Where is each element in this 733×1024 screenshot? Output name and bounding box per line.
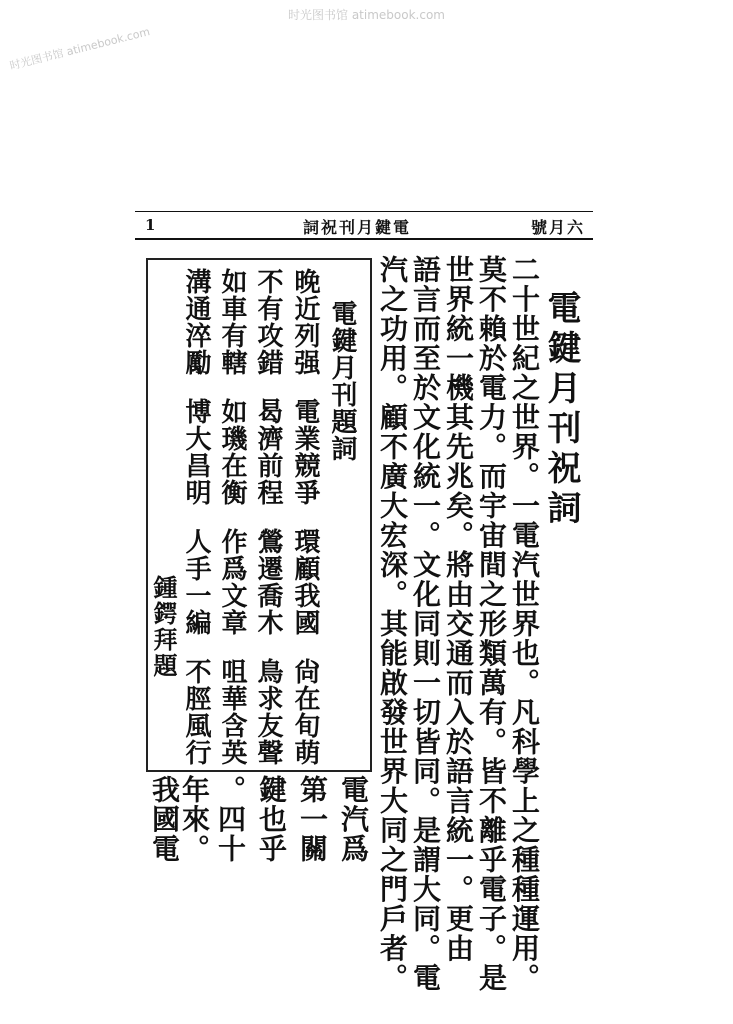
watermark-top: 时光图书馆 atimebook.com: [288, 8, 445, 22]
running-header: [135, 212, 593, 236]
poem-line-3: [219, 268, 245, 766]
poem-heading: 電鍵月刊題詞: [327, 300, 357, 462]
poem-line-2: [255, 268, 281, 766]
poem-phrase: 博大昌明: [181, 398, 211, 506]
article-column-2: 莫不賴於電力。而宇宙間之形類萬有。皆不離乎電子。是: [475, 255, 508, 993]
header-rule: [135, 238, 593, 240]
poem-signature: 鍾鍔拜題: [149, 575, 178, 679]
poem-phrase: 咀華含英: [217, 658, 247, 766]
poem-phrase: 如車有轄: [217, 268, 247, 376]
poem-phrase: 晚近列强: [290, 268, 320, 376]
article-column-5: 汽之功用。顧不廣大宏深。其能啟發世界大同之門戶者。: [376, 255, 409, 993]
poem-phrase: 環顧我國: [290, 528, 320, 636]
poem-line-1: [292, 268, 318, 766]
poem-phrase: 鶯遷喬木: [253, 528, 283, 636]
issue-label: 六月號: [530, 218, 585, 237]
article-column-3: 世界統一機其先兆矣。將由交通而入於語言統一。更由: [442, 255, 475, 963]
article-column-10: 年來。: [178, 775, 211, 864]
poem-phrase: 不脛風行: [181, 658, 211, 766]
poem-phrase: 人手一編: [181, 528, 211, 636]
running-title: 電鍵月刊祝詞: [303, 218, 412, 237]
article-column-9: 。四十: [214, 775, 247, 864]
poem-phrase: 如璣在衡: [217, 398, 247, 506]
poem-phrase: 尙在旬萌: [290, 658, 320, 766]
article-title: 電鍵月刊祝詞: [541, 290, 581, 530]
poem-phrase: 電業競爭: [290, 398, 320, 506]
article-column-8: 鍵也乎: [255, 775, 288, 864]
watermark-side: 时光图书馆 atimebook.com: [8, 25, 152, 73]
article-column-7: 第一關: [296, 775, 329, 864]
poem-phrase: 溝通淬勵: [181, 268, 211, 376]
poem-phrase: 鳥求友聲: [253, 658, 283, 766]
article-column-4: 語言而至於文化統一。文化同則一切皆同。是謂大同。電: [409, 255, 442, 993]
poem-line-4: [183, 268, 209, 766]
poem-phrase: 不有攻錯: [253, 268, 283, 376]
article-column-11: 我國電: [148, 775, 181, 864]
article-column-1: 二十世紀之世界。一電汽世界也。凡科學上之種種運用。: [508, 255, 541, 993]
poem-phrase: 曷濟前程: [253, 398, 283, 506]
poem-phrase: 作爲文章: [217, 528, 247, 636]
page-number: 1: [145, 216, 156, 234]
article-column-6: 電汽爲: [337, 775, 370, 864]
